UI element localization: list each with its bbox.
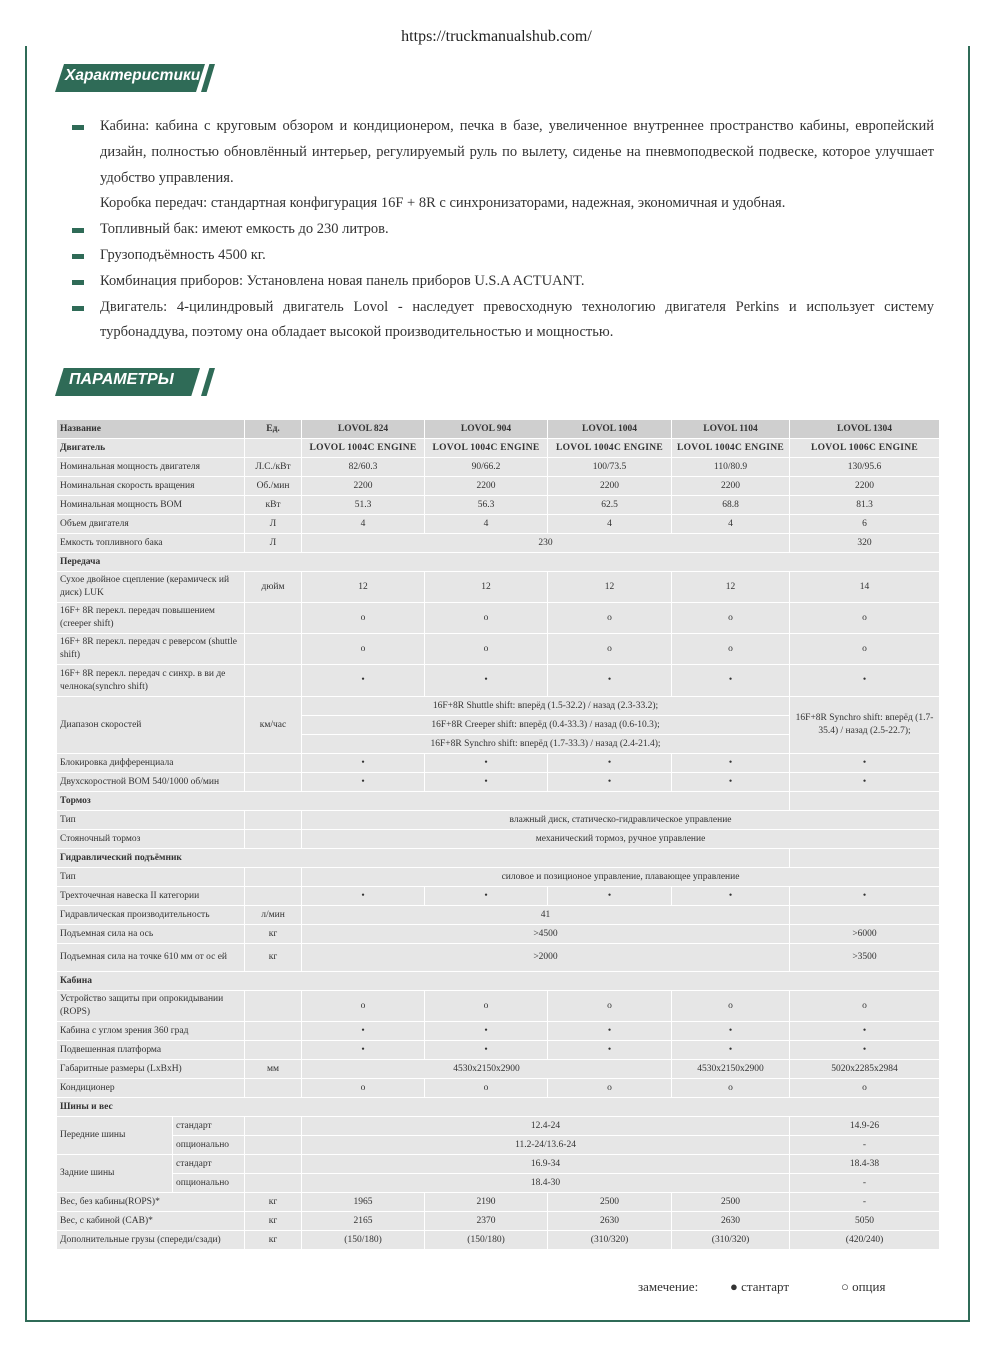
table-row: Блокировка дифференциала • • • • • xyxy=(57,754,940,773)
legend-standard: ● стантарт xyxy=(730,1279,790,1294)
feature-item: Двигатель: 4-цилиндровый двигатель Lovol - наследует превосходную технологию двигателя Perkins и использует систему турбонаддува, поэтому она обладает высокой производительностью и мощностью. xyxy=(72,295,934,347)
table-row: Вес, с кабиной (CAB)* кг 2165 2370 2630 2630 5050 xyxy=(57,1212,940,1231)
feature-item: Грузоподъёмность 4500 кг. xyxy=(72,243,934,269)
bullet-marker-icon xyxy=(72,228,84,233)
bullet-marker-icon xyxy=(72,254,84,259)
table-row: 16F+8R Synchro shift: вперёд (1.7-33.3) / назад (2.4-21.4); xyxy=(57,735,940,754)
params-heading-text: ПАРАМЕТРЫ xyxy=(69,371,174,388)
table-row: Устройство защиты при опрокидывании (ROPS) o o o o o xyxy=(57,991,940,1022)
table-row: Объем двигателя Л 4 4 4 4 6 xyxy=(57,515,940,534)
features-heading-text: Характеристики xyxy=(65,67,201,84)
section-row: Кабина xyxy=(57,972,940,991)
table-row: Кабина с углом зрения 360 град • • • • • xyxy=(57,1022,940,1041)
bullet-marker-icon xyxy=(72,306,84,311)
table-row: Кондиционер o o o o o xyxy=(57,1079,940,1098)
table-row: 16F+8R Creeper shift: вперёд (0.4-33.3) / назад (0.6-10.3); xyxy=(57,716,940,735)
table-row: Номинальная мощность двигателя Л.С./кВт 82/60.3 90/66.2 100/73.5 110/80.9 130/95.6 xyxy=(57,458,940,477)
feature-item: Кабина: кабина с круговым обзором и кондиционером, печка в базе, увеличенное внутреннее пространство кабины, европейский дизайн, полностью обновлённый интерьер, регулируемый руль по вылету, сиденье на пневмоподвеской подвеске, которое улучшает удобство управления. xyxy=(72,114,934,191)
bullet-marker-icon xyxy=(72,125,84,130)
table-row: Диапазон скоростей км/час 16F+8R Shuttle shift: вперёд (1.5-32.2) / назад (2.3-33.2); 16F+8R Synchro shift: вперёд (1.7-35.4) / назад (2.5-22.7); xyxy=(57,697,940,716)
table-row: Подвешенная платформа • • • • • xyxy=(57,1041,940,1060)
table-row: Емкость топливного бака Л 230 320 xyxy=(57,534,940,553)
table-row: Сухое двойное сцепление (керамическ ий диск) LUK дюйм 12 12 12 12 14 xyxy=(57,572,940,603)
section-row: Передача xyxy=(57,553,940,572)
section-row: Тормоз xyxy=(57,792,940,811)
table-row: опционально 18.4-30 - xyxy=(57,1174,940,1193)
table-row: Передние шины стандарт 12.4-24 14.9-26 xyxy=(57,1117,940,1136)
table-row: Номинальная мощность ВОМ кВт 51.3 56.3 62.5 68.8 81.3 xyxy=(57,496,940,515)
table-row: 16F+ 8R перекл. передач повышением (creeper shift) o o o o o xyxy=(57,603,940,634)
table-row: Подъемная сила на точке 610 мм от ос ей кг >2000 >3500 xyxy=(57,944,940,972)
table-row: Номинальная скорость вращения Об./мин 2200 2200 2200 2200 2200 xyxy=(57,477,940,496)
table-row: Задние шины стандарт 16.9-34 18.4-38 xyxy=(57,1155,940,1174)
table-row: Вес, без кабины(ROPS)* кг 1965 2190 2500 2500 - xyxy=(57,1193,940,1212)
table-row: Гидравлическая производительность л/мин 41 xyxy=(57,906,940,925)
table-row: Стояночный тормоз механический тормоз, ручное управление xyxy=(57,830,940,849)
table-row: 16F+ 8R перекл. передач с реверсом (shuttle shift) o o o o o xyxy=(57,634,940,665)
feature-item: Топливный бак: имеют емкость до 230 литров. xyxy=(72,217,934,243)
table-row: Тип силовое и позиционое управление, плавающее управление xyxy=(57,868,940,887)
table-row: Двухскоростной ВОМ 540/1000 об/мин • • • • • xyxy=(57,773,940,792)
table-header-row: Название Ед. LOVOL 824 LOVOL 904 LOVOL 1004 LOVOL 1104 LOVOL 1304 xyxy=(57,420,940,439)
table-row: Трехточечная навеска II категории • • • • • xyxy=(57,887,940,906)
table-row: Двигатель LOVOL 1004C ENGINE LOVOL 1004C ENGINE LOVOL 1004C ENGINE LOVOL 1004C ENGINE LOVOL 1006C ENGINE xyxy=(57,439,940,458)
section-row: Гидравлический подъёмник xyxy=(57,849,940,868)
table-row: Подъемная сила на ось кг >4500 >6000 xyxy=(57,925,940,944)
bullet-marker-icon xyxy=(72,280,84,285)
table-row: Габаритные размеры (LxBxH) мм 4530x2150x2900 4530x2150x2900 5020x2285x2984 xyxy=(57,1060,940,1079)
legend-label: замечение: xyxy=(638,1279,699,1294)
legend-option: ○ опция xyxy=(841,1279,886,1294)
feature-item: Комбинация приборов: Установлена новая панель приборов U.S.A ACTUANT. xyxy=(72,269,934,295)
spec-table xyxy=(56,419,940,1250)
features-heading xyxy=(55,64,225,92)
feature-item: Коробка передач: стандартная конфигурация 16F + 8R с синхронизаторами, надежная, экономичная и удобная. xyxy=(100,195,786,212)
table-row: 16F+ 8R перекл. передач с синхр. в ви де челнока(synchro shift) • • • • • xyxy=(57,665,940,697)
section-row: Шины и вес xyxy=(57,1098,940,1117)
params-heading xyxy=(55,368,220,396)
features-list xyxy=(72,114,934,346)
table-row: опционально 11.2-24/13.6-24 - xyxy=(57,1136,940,1155)
source-url[interactable]: https://truckmanualshub.com/ xyxy=(0,28,993,46)
table-row: Дополнительные грузы (спереди/сзади) кг (150/180) (150/180) (310/320) (310/320) (420/240) xyxy=(57,1231,940,1250)
table-row: Тип влажный диск, статическо-гидравлическое управление xyxy=(57,811,940,830)
